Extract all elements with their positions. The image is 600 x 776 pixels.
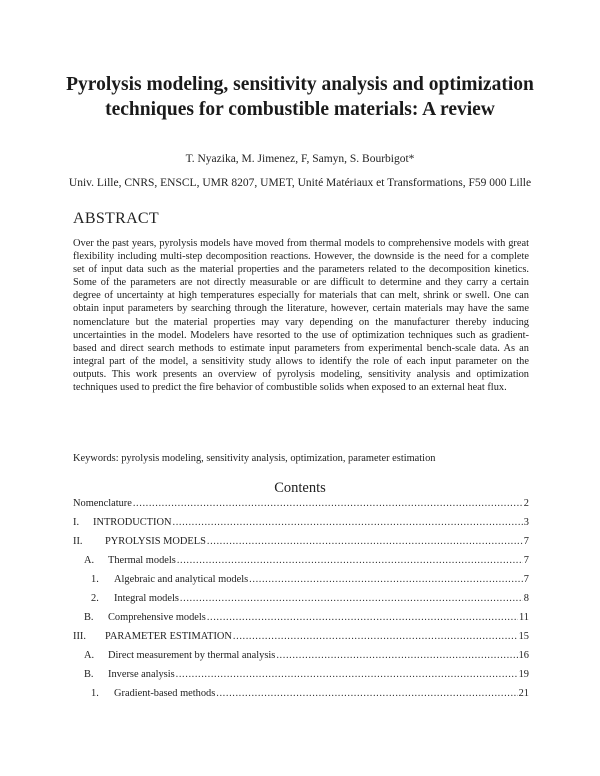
dot-leader [133, 497, 523, 511]
toc-entry-page: 7 [523, 555, 529, 566]
toc-entry-introduction[interactable] [73, 516, 529, 530]
toc-entry-number: 2. [91, 593, 99, 604]
toc-entry-label: Comprehensive models [108, 612, 206, 623]
toc-entry-number: II. [73, 536, 83, 547]
toc-entry-algebraic-models[interactable] [91, 573, 529, 587]
toc-entry-number: III. [73, 631, 86, 642]
toc-entry-label: Nomenclature [73, 498, 132, 509]
toc-entry-label: PYROLYSIS MODELS [105, 536, 206, 547]
toc-entry-page: 19 [518, 669, 529, 680]
paper-title: Pyrolysis modeling, sensitivity analysis and optimization techniques for combustible materials: A review [66, 74, 534, 120]
toc-entry-label: PARAMETER ESTIMATION [105, 631, 232, 642]
toc-entry-nomenclature[interactable] [73, 497, 529, 511]
toc-entry-number: I. [73, 517, 80, 528]
dot-leader [276, 649, 517, 663]
toc-entry-page: 21 [518, 688, 529, 699]
toc-entry-number: A. [84, 650, 95, 661]
toc-entry-integral-models[interactable] [91, 592, 529, 606]
toc-entry-inverse-analysis[interactable] [84, 668, 529, 682]
dot-leader [207, 535, 523, 549]
toc-entry-thermal-models[interactable] [84, 554, 529, 568]
dot-leader [180, 592, 523, 606]
abstract-body: Over the past years, pyrolysis models have moved from thermal models to comprehensive models with great flexibility including multi-step decomposition reactions. However, the downside is the need for a complete set of input data such as the material properties and the parameters related to the decomposition kinetics. Some of the parameters are not directly measurable or are difficult to determine and they carry a certain degree of uncertainty at high temperatures especially for materials that can melt, shrink or swell. One can obtain input parameters by searching through the literature, however, certain materials may have the same nomenclature but the material properties may vary depending on the manufacturer thereby inducing uncertainties in the model. Modelers have resorted to the use of optimization techniques such as gradient-based and direct search methods to estimate input parameters from experimental bench-scale data. As an integral part of the model, a sensitivity study allows to identify the role of each input parameter on the outputs. This work presents an overview of pyrolysis modeling, sensitivity analysis and optimization techniques used to predict the fire behavior of combustible solids when exposed to an external heat flux. [73, 238, 529, 394]
toc-entry-label: Thermal models [108, 555, 176, 566]
toc-entry-page: 15 [518, 631, 529, 642]
toc-entry-page: 16 [518, 650, 529, 661]
dot-leader [216, 687, 517, 701]
dot-leader [207, 611, 518, 625]
toc-entry-label: Algebraic and analytical models [114, 574, 249, 585]
abstract-heading: ABSTRACT [73, 210, 159, 227]
contents-heading: Contents [274, 480, 326, 496]
toc-entry-page: 11 [518, 612, 529, 623]
toc-entry-page: 8 [523, 593, 529, 604]
toc-entry-label: INTRODUCTION [93, 517, 172, 528]
toc-entry-gradient-based-methods[interactable] [91, 687, 529, 701]
dot-leader [233, 630, 518, 644]
toc-entry-page: 7 [523, 536, 529, 547]
toc-entry-label: Inverse analysis [108, 669, 175, 680]
dot-leader [177, 554, 523, 568]
toc-entry-label: Direct measurement by thermal analysis [108, 650, 276, 661]
toc-entry-page: 3 [523, 517, 529, 528]
toc-entry-number: 1. [91, 688, 99, 699]
toc-entry-number: 1. [91, 574, 99, 585]
dot-leader [249, 573, 523, 587]
toc-entry-number: B. [84, 669, 94, 680]
keywords: Keywords: pyrolysis modeling, sensitivity analysis, optimization, parameter estimation [73, 453, 436, 464]
toc-entry-direct-measurement[interactable] [84, 649, 529, 663]
toc-entry-label: Gradient-based methods [114, 688, 216, 699]
toc-entry-number: A. [84, 555, 95, 566]
dot-leader [173, 516, 523, 530]
toc-entry-pyrolysis-models[interactable] [73, 535, 529, 549]
toc-entry-page: 7 [523, 574, 529, 585]
dot-leader [176, 668, 518, 682]
toc-entry-page: 2 [523, 498, 529, 509]
toc-entry-comprehensive-models[interactable] [84, 611, 529, 625]
toc-entry-label: Integral models [114, 593, 179, 604]
toc-entry-parameter-estimation[interactable] [73, 630, 529, 644]
toc-entry-number: B. [84, 612, 94, 623]
affiliation: Univ. Lille, CNRS, ENSCL, UMR 8207, UMET, Unité Matériaux et Transformations, F59 000 Lille [68, 177, 532, 189]
author-list: T. Nyazika, M. Jimenez, F, Samyn, S. Bourbigot* [185, 153, 415, 165]
